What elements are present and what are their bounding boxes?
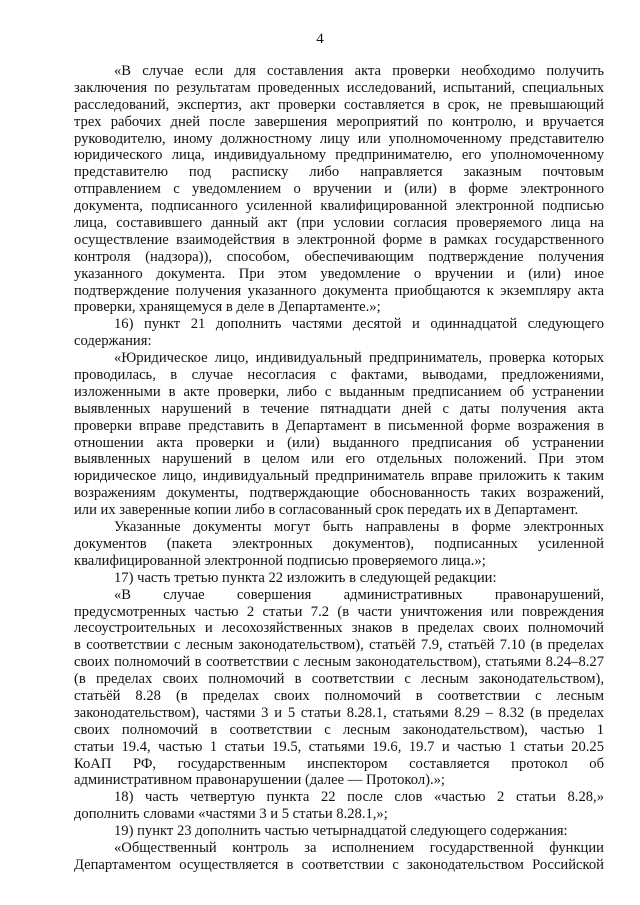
paragraph [74,789,604,823]
text-line: «Общественный контроль за исполнением государственной функции [114,839,604,856]
text-line: лесоустроительных и лесохозяйственных знаков в пределах своих полномочий [74,620,604,637]
text-line: своих полномочий в соответствии с лесным законодательством), статьями 8.24–8.27 [74,654,604,671]
text-line: или их заверенные копии либо в согласованный срок передать их в Департамент. [74,502,579,519]
text-line: возражениям документы, подтверждающие обоснованность таких возражений, [74,485,604,502]
text-line: в соответствии с лесным законодательством), статьёй 7.9, статьёй 7.10 (в пределах [74,637,604,654]
text-line: Департаментом осуществляется в соответствии с законодательством Российской [74,856,604,873]
text-line: 17) часть третью пункта 22 изложить в следующей редакции: [114,569,497,586]
text-line: выявленных нарушений в течение пятнадцати дней с даты получения акта [74,400,604,417]
paragraph [74,316,604,350]
text-line: проверки, хранящемуся в деле в Департаменте.»; [74,299,381,316]
text-line: «Юридическое лицо, индивидуальный предприниматель, проверка которых [114,350,604,367]
text-line: «В случае совершения административных правонарушений, [114,586,604,603]
text-line: указанного документа. При этом уведомление о вручении и (или) иное [74,265,604,282]
text-line: дополнить словами «частями 3 и 5 статьи 8.28.1,»; [74,806,388,823]
text-line: 19) пункт 23 дополнить частью четырнадцатой следующего содержания: [114,823,568,840]
text-line: осуществление взаимодействия в электронной форме в рамках государственного [74,231,604,248]
text-line: Указанные документы могут быть направлены в форме электронных [114,519,604,536]
paragraph [74,587,604,790]
page-number: 4 [316,31,324,47]
paragraph [74,350,604,519]
paragraph [74,823,604,840]
text-line: 16) пункт 21 дополнить частями десятой и одиннадцатой следующего [114,316,604,333]
text-line: документа, подписанного усиленной квалифицированной электронной подписью [74,198,604,215]
text-line: (в пределах своих полномочий в соответствии с лесным законодательством), [74,671,604,688]
text-line: юридического лица, индивидуальному предпринимателю, его уполномоченному [74,147,604,164]
paragraph [74,840,604,874]
text-line: руководителю, иному должностному лицу или уполномоченному представителю [74,130,604,147]
text-line: квалифицированной электронной подписью проверяемого лица.»; [74,552,486,569]
text-line: статьёй 8.28 (в пределах своих полномочий в соответствии с лесным [74,687,604,704]
text-line: выявленных нарушений в целом или его отдельных положений. При этом [74,451,604,468]
text-line: проводилась, в случае несогласия с фактами, выводами, предложениями, [74,367,604,384]
text-line: отношении акта проверки и (или) выданного предписания об устранении [74,434,604,451]
paragraph [74,63,604,316]
text-line: контроля (надзора)), способом, обеспечивающим подтверждение получения [74,248,604,265]
text-line: представителю под расписку либо направляется заказным почтовым [74,164,604,181]
text-line: своих полномочий в соответствии с лесным законодательством), частью 1 [74,721,604,738]
text-line: статьи 19.4, частью 1 статьи 19.5, статьями 19.6, 19.7 и частью 1 статьи 20.25 [74,738,604,755]
text-line: документов (пакета электронных документов), подписанных усиленной [74,535,604,552]
text-line: «В случае если для составления акта проверки необходимо получить [114,63,604,79]
paragraph [74,570,604,587]
text-line: изложенными в акте проверки, либо с выданным предписанием об устранении [74,383,604,400]
text-line: содержания: [74,333,152,350]
text-line: лица, составившего данный акт (при условии согласия проверяемого лица на [74,215,604,232]
text-line: трех рабочих дней после завершения мероприятий по контролю, и вручается [74,113,604,130]
text-line: административном правонарушении (далее — Протокол).»; [74,772,445,789]
text-line: проверки вправе представить в Департамент в письменной форме возражения в [74,417,604,434]
text-line: предусмотренных частью 2 статьи 7.2 (в части уничтожения или повреждения [74,603,604,620]
text-line: КоАП РФ, государственным инспектором составляется протокол об [74,755,604,772]
text-line: 18) часть четвертую пункта 22 после слов «частью 2 статьи 8.28,» [114,789,604,806]
paragraph [74,519,604,570]
text-line: расследований, экспертиз, акт проверки составляется в срок, не превышающий [74,96,604,113]
document-body [74,63,604,874]
text-line: подтверждение получения указанного документа приобщаются к экземпляру акта [74,282,604,299]
text-line: отправлением с уведомлением о вручении и (или) в форме электронного [74,181,604,198]
text-line: заключения по результатам проведенных исследований, испытаний, специальных [74,79,604,96]
text-line: законодательством), частями 3 и 5 статьи 8.28.1, статьями 8.29 – 8.32 (в пределах [74,704,604,721]
text-line: юридическое лицо, индивидуальный предприниматель вправе приложить к таким [74,468,604,485]
